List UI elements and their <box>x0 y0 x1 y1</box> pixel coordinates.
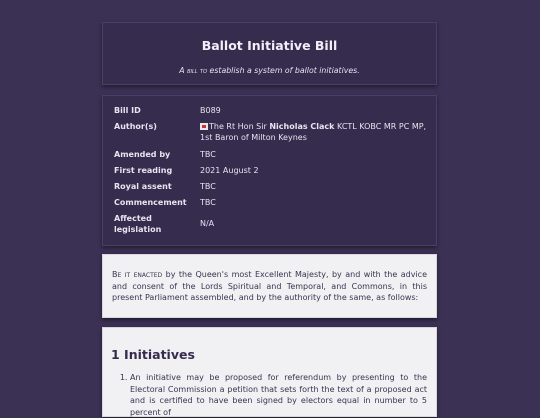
long-title-text: establish a system of ballot initiatives. <box>207 66 360 75</box>
enacting-text: by the Queen's most Excellent Majesty, by and with the advice and consent of the Lords Spiritual and Temporal, and Commons, in this present Parliament assembled, and by the authority of the same, as follows: <box>112 270 428 302</box>
author-name[interactable]: Nicholas Clack <box>269 122 335 131</box>
royal-assent-label: Royal assent <box>114 182 172 191</box>
affected-label: Affected legislation <box>114 214 162 234</box>
commencement-value: TBC <box>200 198 216 207</box>
bill-id-value: B089 <box>200 106 221 115</box>
affected-value: N/A <box>200 219 215 228</box>
author-suffix: KCTL KOBC MR PC MP, <box>334 122 427 131</box>
enacting-clause <box>103 255 436 304</box>
amended-value: TBC <box>200 150 216 159</box>
enacting-prefix: Be it enacted <box>112 270 163 279</box>
long-title <box>103 66 436 75</box>
author-peerage: 1st Baron of Milton Keynes <box>200 133 307 142</box>
royal-assent-value: TBC <box>200 182 216 191</box>
long-title-prefix: A bill to <box>179 66 208 75</box>
authors-value <box>200 121 428 143</box>
bill-id-label: Bill ID <box>114 106 141 115</box>
flag-icon <box>200 123 208 130</box>
commencement-label: Commencement <box>114 198 187 207</box>
bill-title: Ballot Initiative Bill <box>201 38 338 53</box>
section-heading: 1 Initiatives <box>111 347 195 362</box>
section-card <box>102 327 437 417</box>
bill-info-card <box>102 95 437 246</box>
first-reading-value: 2021 August 2 <box>200 166 259 175</box>
amended-label: Amended by <box>114 150 171 159</box>
author-prefix: The Rt Hon Sir <box>209 122 270 131</box>
authors-label: Author(s) <box>114 122 157 131</box>
section-item: 1. An initiative may be proposed for referendum by presenting to the Electoral Commission a petition that sets forth the text of a proposed act and is certified to have been signed by electors equal in number to 5 percent of <box>130 372 427 418</box>
title-card <box>102 22 437 85</box>
section-list <box>111 372 427 418</box>
enacting-clause-card <box>102 254 437 318</box>
first-reading-label: First reading <box>114 166 173 175</box>
